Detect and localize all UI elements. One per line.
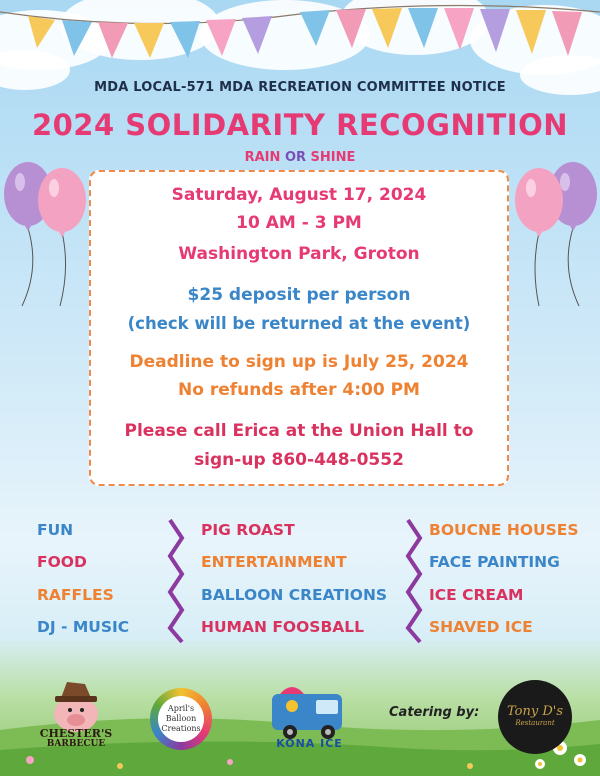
activity-item: FUN xyxy=(37,521,74,539)
activity-item: SHAVED ICE xyxy=(429,618,533,636)
activity-item: FACE PAINTING xyxy=(429,553,560,571)
activity-item: FOOD xyxy=(37,553,87,571)
activity-item: DJ - MUSIC xyxy=(37,618,130,636)
or-text: OR xyxy=(284,150,306,165)
kona-ice-truck-icon xyxy=(262,680,357,740)
rain-text: RAIN xyxy=(244,150,281,165)
event-date: Saturday, August 17, 2024 xyxy=(171,185,427,205)
signup-deadline: Deadline to sign up is July 25, 2024 xyxy=(129,352,469,372)
chesters-line-1: CHESTER'S xyxy=(39,727,113,740)
bunting-flags xyxy=(0,0,600,80)
kona-ice-name: KONA ICE xyxy=(276,737,343,750)
aprils-logo-center xyxy=(158,696,204,742)
aprils-line-1: April's xyxy=(167,704,195,713)
refund-policy: No refunds after 4:00 PM xyxy=(178,380,420,400)
right-balloons-icon xyxy=(505,158,600,308)
activity-item: ICE CREAM xyxy=(429,586,524,604)
zigzag-divider-icon xyxy=(400,516,430,646)
deposit-amount: $25 deposit per person xyxy=(187,285,411,305)
catering-label: Catering by: xyxy=(389,705,480,720)
event-title: 2024 SOLIDARITY RECOGNITION xyxy=(31,108,569,142)
contact-line-1: Please call Erica at the Union Hall to xyxy=(124,421,474,441)
event-details-panel xyxy=(89,170,509,486)
zigzag-divider-icon xyxy=(162,516,192,646)
aprils-line-3: Creations xyxy=(161,724,201,733)
activity-item: RAFFLES xyxy=(37,586,114,604)
chesters-line-2: BARBECUE xyxy=(46,739,106,749)
tony-ds-subtitle: Restaurant xyxy=(515,719,555,727)
shine-text: SHINE xyxy=(310,150,356,165)
aprils-line-2: Balloon xyxy=(165,714,197,723)
chesters-name xyxy=(33,728,119,750)
activity-item: ENTERTAINMENT xyxy=(201,553,347,571)
activity-item: PIG ROAST xyxy=(201,521,295,539)
left-balloons-icon xyxy=(0,158,95,308)
tony-ds-logo xyxy=(498,680,572,754)
activity-item: BALLOON CREATIONS xyxy=(201,586,388,604)
deposit-note: (check will be returned at the event) xyxy=(127,314,471,333)
event-location: Washington Park, Groton xyxy=(178,244,420,264)
committee-notice: MDA LOCAL-571 MDA RECREATION COMMITTEE NOTICE xyxy=(94,80,506,95)
event-time: 10 AM - 3 PM xyxy=(236,213,362,233)
activity-item: HUMAN FOOSBALL xyxy=(201,618,365,636)
activity-item: BOUCNE HOUSES xyxy=(429,521,579,539)
tony-ds-name: Tony D's xyxy=(506,704,563,719)
aprils-balloon-logo xyxy=(150,688,212,750)
contact-line-2: sign-up 860-448-0552 xyxy=(194,450,404,470)
